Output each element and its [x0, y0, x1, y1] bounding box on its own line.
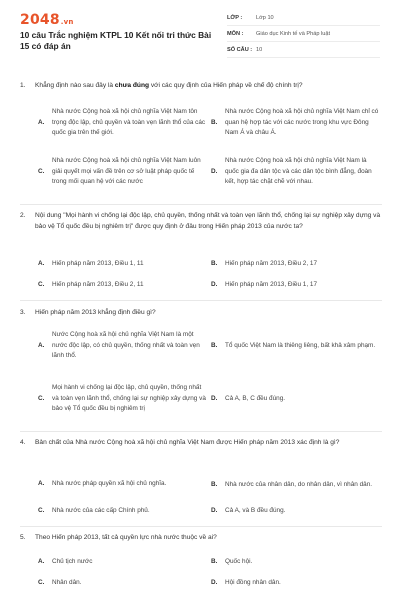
- page-header: [0, 0, 400, 72]
- option-c[interactable]: [38, 505, 208, 517]
- option-label: D.: [211, 578, 218, 586]
- divider: [20, 204, 382, 205]
- option-label: B.: [211, 557, 218, 565]
- meta-row-subject: [227, 26, 380, 42]
- question-stem: [20, 532, 382, 543]
- option-a[interactable]: [38, 258, 208, 270]
- question-stem: [20, 210, 382, 232]
- option-d[interactable]: [211, 279, 381, 291]
- option-text: Nước Cộng hoà xã hội chủ nghĩa Việt Nam là một nước độc lập, có chủ quyền, thống nhất và toàn vẹn lãnh thổ.: [52, 331, 200, 360]
- divider: [20, 526, 382, 527]
- option-label: A.: [38, 557, 45, 565]
- question-number: 3.: [20, 309, 26, 316]
- option-text: Quốc hội.: [225, 557, 253, 565]
- option-text: Cả A, B, C đều đúng.: [225, 394, 286, 402]
- question-text-part: với các quy định của Hiến pháp về chế độ chính trị?: [149, 82, 303, 89]
- option-text: Nhà nước Cộng hoà xã hội chủ nghĩa Việt Nam luôn giải quyết mọi vấn đề trên cơ sở luật pháp quốc tế trong mối quan hệ với các nước: [52, 157, 201, 186]
- option-d[interactable]: [211, 150, 381, 194]
- option-label: D.: [211, 506, 218, 514]
- document-title: 10 câu Trắc nghiệm KTPL 10 Kết nối tri thức Bài 15 có đáp án: [20, 30, 212, 51]
- option-text: Mọi hành vi chống lại độc lập, chủ quyền, thống nhất và toàn vẹn lãnh thổ, chống lại sự nghiệp xây dựng và bảo vệ Tổ quốc đều bị nghiêm trị: [52, 384, 206, 413]
- option-text: Nhà nước Cộng hoà xã hội chủ nghĩa Việt Nam chỉ có quan hệ hợp tác với các nước trong khu vực Đông Nam Á và châu Á.: [225, 108, 379, 137]
- option-text: Hội đồng nhân dân.: [225, 578, 281, 586]
- question-1: [20, 80, 382, 91]
- option-label: B.: [211, 259, 218, 267]
- meta-value: Lớp 10: [256, 14, 274, 21]
- logo-suffix: .vn: [60, 18, 74, 26]
- option-text: Nhà nước Cộng hoà xã hội chủ nghĩa Việt Nam tôn trọng độc lập, chủ quyền và toàn vẹn lãnh thổ của các quốc gia trên thế giới.: [52, 108, 206, 137]
- option-label: C.: [38, 578, 45, 586]
- site-logo[interactable]: [20, 12, 74, 28]
- question-text: Hiến pháp năm 2013 khẳng định điều gì?: [35, 309, 156, 316]
- question-text: Bản chất của Nhà nước Cộng hoà xã hội chủ nghĩa Việt Nam được Hiến pháp năm 2013 xác định là gì?: [35, 439, 340, 446]
- option-text: Nhân dân.: [52, 578, 82, 586]
- option-label: A.: [38, 479, 45, 487]
- option-c[interactable]: [38, 577, 208, 589]
- option-a[interactable]: [38, 556, 208, 568]
- option-b[interactable]: [211, 556, 381, 568]
- option-text: Hiến pháp năm 2013, Điều 1, 11: [52, 259, 144, 267]
- meta-info: [227, 10, 380, 58]
- option-label: A.: [38, 341, 45, 349]
- question-3: [20, 307, 382, 318]
- option-label: B.: [211, 341, 218, 349]
- option-text: Nhà nước Cộng hoà xã hội chủ nghĩa Việt Nam là quốc gia đa dân tộc và các dân tộc bình đẳng, đoàn kết, hợp tác chặt chẽ với nhau.: [225, 157, 372, 186]
- meta-row-class: [227, 10, 380, 26]
- option-b[interactable]: [211, 102, 381, 144]
- option-text: Tổ quốc Việt Nam là thiêng liêng, bất khả xâm phạm.: [225, 341, 376, 349]
- question-text: [35, 80, 382, 91]
- option-label: C.: [38, 280, 45, 288]
- option-a[interactable]: [38, 102, 208, 144]
- logo-text: 2048: [20, 12, 60, 28]
- option-text: Hiến pháp năm 2013, Điều 2, 11: [52, 280, 144, 288]
- question-5: [20, 532, 382, 543]
- option-label: D.: [211, 280, 218, 288]
- meta-label: MÔN :: [227, 30, 244, 37]
- option-label: B.: [211, 480, 218, 488]
- question-number: 4.: [20, 439, 26, 446]
- question-stem: [20, 80, 382, 91]
- option-d[interactable]: [211, 372, 381, 426]
- meta-label: LỚP :: [227, 14, 243, 21]
- question-2: [20, 210, 382, 232]
- option-a[interactable]: [38, 474, 208, 494]
- option-label: D.: [211, 394, 218, 402]
- option-label: C.: [38, 394, 45, 402]
- question-text-part: Khẳng định nào sau đây là: [35, 82, 115, 89]
- option-text: Nhà nước của các cấp Chính phủ.: [52, 506, 150, 514]
- option-c[interactable]: [38, 279, 208, 291]
- option-b[interactable]: [211, 328, 381, 364]
- option-label: A.: [38, 118, 45, 126]
- option-label: C.: [38, 167, 45, 175]
- option-text: Hiến pháp năm 2013, Điều 2, 17: [225, 259, 318, 267]
- option-label: C.: [38, 506, 45, 514]
- option-text: Chủ tịch nước: [52, 557, 93, 565]
- option-text: Cả A, và B đều đúng.: [225, 506, 286, 514]
- option-b[interactable]: [211, 258, 381, 270]
- meta-row-count: [227, 42, 380, 58]
- question-stem: [20, 307, 382, 318]
- option-text: Hiến pháp năm 2013, Điều 1, 17: [225, 280, 318, 288]
- meta-label: SỐ CÂU :: [227, 46, 253, 53]
- option-c[interactable]: [38, 150, 208, 194]
- option-text: Nhà nước pháp quyền xã hội chủ nghĩa.: [52, 479, 167, 487]
- option-label: A.: [38, 259, 45, 267]
- divider: [20, 431, 382, 432]
- meta-value: 10: [256, 46, 263, 53]
- question-text-emphasis: chưa đúng: [114, 82, 150, 89]
- question-text: Theo Hiến pháp 2013, tất cả quyền lực nhà nước thuộc về ai?: [35, 534, 217, 541]
- option-d[interactable]: [211, 577, 381, 589]
- question-number: 1.: [20, 82, 26, 89]
- question-text: Nội dung "Mọi hành vi chống lại độc lập, chủ quyền, thống nhất và toàn vẹn lãnh thổ, chống lại sự nghiệp xây dựng và bảo vệ Tổ quốc đều bị nghiêm trị" được quy định ở đâu trong Hiến pháp 2013 của nước ta?: [35, 212, 381, 230]
- option-label: D.: [211, 167, 218, 175]
- question-number: 2.: [20, 212, 26, 219]
- option-c[interactable]: [38, 372, 208, 426]
- option-text: Nhà nước của nhân dân, do nhân dân, vì nhân dân.: [225, 480, 373, 488]
- divider: [20, 300, 382, 301]
- option-d[interactable]: [211, 505, 381, 517]
- meta-value: Giáo dục Kinh tế và Pháp luật: [256, 30, 331, 37]
- option-label: B.: [211, 118, 218, 126]
- question-stem: [20, 437, 382, 448]
- option-a[interactable]: [38, 328, 208, 364]
- question-number: 5.: [20, 534, 26, 541]
- option-b[interactable]: [211, 474, 381, 496]
- question-4: [20, 437, 382, 448]
